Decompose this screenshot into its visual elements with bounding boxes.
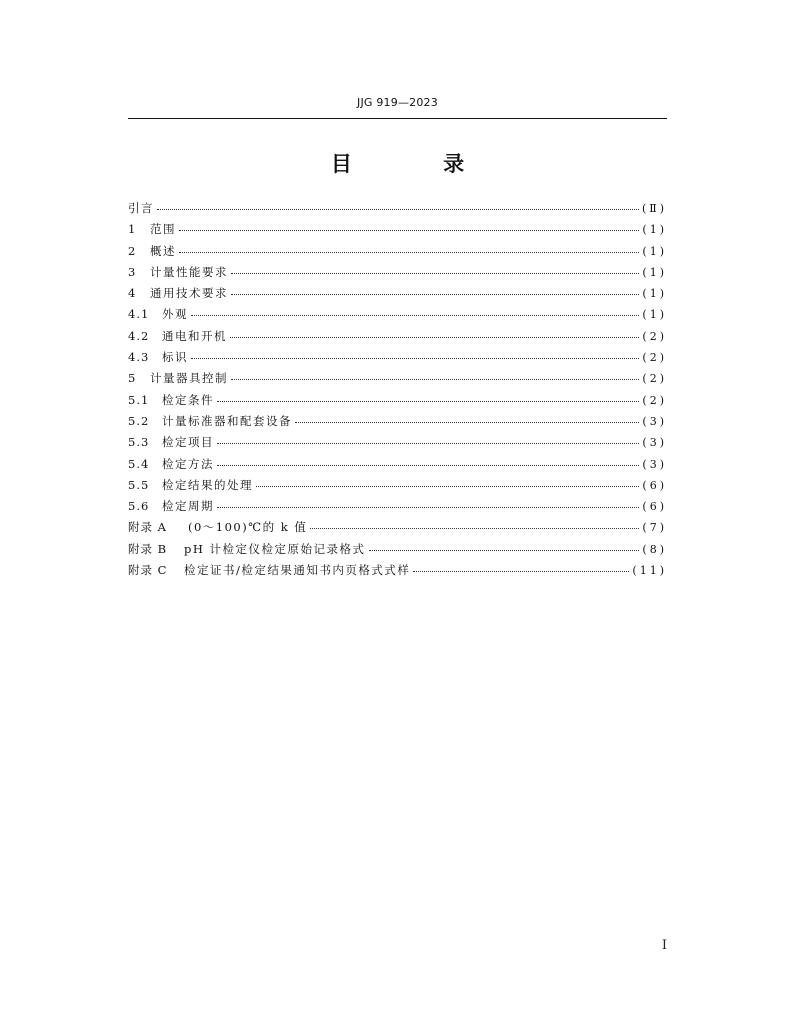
toc-entry-verification-period[interactable] xyxy=(128,498,667,519)
toc-entry-number: 5.4 xyxy=(128,456,150,471)
toc-entry-page: (6) xyxy=(642,500,667,514)
toc-entry-number: 3 xyxy=(128,264,137,279)
toc-entry-label: 计量性能要求 xyxy=(150,264,228,279)
toc-entry-page: (3) xyxy=(642,436,667,450)
toc-entry-overview[interactable] xyxy=(128,243,667,264)
toc-entry-page: (1) xyxy=(642,287,667,301)
toc-entry-number: 5.3 xyxy=(128,435,150,450)
toc-entry-number: 附录 A xyxy=(128,520,167,535)
toc-entry-number: 5 xyxy=(128,371,137,386)
dot-leader xyxy=(413,571,629,572)
toc-entry-label: 计量器具控制 xyxy=(150,371,228,386)
toc-entry-standards-and-equipment[interactable] xyxy=(128,413,667,434)
dot-leader xyxy=(217,443,639,444)
dot-leader xyxy=(369,550,640,551)
toc-entry-label: 通用技术要求 xyxy=(150,286,228,301)
dot-leader xyxy=(295,422,639,423)
toc-entry-page: (3) xyxy=(642,414,667,428)
toc-entry-page: (8) xyxy=(642,542,667,556)
toc-entry-label: 检定条件 xyxy=(162,392,214,407)
dot-leader xyxy=(231,294,639,295)
toc-entry-verification-items[interactable] xyxy=(128,434,667,455)
toc-entry-label: 通电和开机 xyxy=(162,328,227,343)
dot-leader xyxy=(217,507,639,508)
dot-leader xyxy=(179,230,639,231)
dot-leader xyxy=(231,273,639,274)
toc-entry-label: (0～100)℃的 k 值 xyxy=(188,520,308,535)
dot-leader xyxy=(231,379,639,380)
toc-entry-label: 标识 xyxy=(162,350,188,365)
toc-entry-number: 4 xyxy=(128,286,137,301)
toc-entry-label: 引言 xyxy=(128,201,154,215)
toc-entry-label: 计量标准器和配套设备 xyxy=(162,413,292,428)
toc-entry-page: (Ⅱ) xyxy=(641,202,667,215)
toc-entry-label: pH 计检定仪检定原始记录格式 xyxy=(184,541,366,556)
toc-entry-page: (2) xyxy=(642,329,667,343)
toc-entry-verification-conditions[interactable] xyxy=(128,392,667,413)
dot-leader xyxy=(310,528,639,529)
dot-leader xyxy=(230,337,639,338)
toc-entry-scope[interactable] xyxy=(128,221,667,242)
dot-leader xyxy=(217,401,639,402)
toc-entry-marking[interactable] xyxy=(128,349,667,370)
toc-entry-page: (11) xyxy=(632,564,667,578)
dot-leader xyxy=(217,465,639,466)
toc-entry-appendix-c[interactable] xyxy=(128,562,667,583)
toc-entry-page: (6) xyxy=(642,478,667,492)
toc-entry-number: 2 xyxy=(128,243,137,258)
toc-entry-number: 4.3 xyxy=(128,350,150,365)
toc-entry-page: (1) xyxy=(642,223,667,237)
toc-entry-label: 范围 xyxy=(150,222,176,237)
page-number: I xyxy=(661,938,667,953)
toc-entry-appearance[interactable] xyxy=(128,306,667,327)
toc-entry-page: (1) xyxy=(642,265,667,279)
page-title: 目 录 xyxy=(330,152,507,176)
toc-entry-number: 5.5 xyxy=(128,477,150,492)
toc-entry-number: 附录 B xyxy=(128,541,168,556)
dot-leader xyxy=(157,209,639,210)
toc-entry-page: (1) xyxy=(642,308,667,322)
toc-entry-appendix-b[interactable] xyxy=(128,541,667,562)
toc-entry-metrological-requirements[interactable] xyxy=(128,264,667,285)
dot-leader xyxy=(179,252,639,253)
toc-entry-foreword[interactable] xyxy=(128,200,667,221)
toc-entry-number: 1 xyxy=(128,222,137,237)
toc-entry-number: 5.1 xyxy=(128,392,150,407)
toc-entry-label: 检定结果的处理 xyxy=(162,477,253,492)
dot-leader xyxy=(256,486,639,487)
toc-entry-label: 检定证书/检定结果通知书内页格式式样 xyxy=(184,563,411,578)
toc-entry-page: (2) xyxy=(642,393,667,407)
toc-entry-label: 概述 xyxy=(150,243,176,258)
toc-entry-number: 4.2 xyxy=(128,328,150,343)
toc-entry-page: (2) xyxy=(642,351,667,365)
toc-entry-instrument-control[interactable] xyxy=(128,370,667,391)
toc-entry-page: (1) xyxy=(642,244,667,258)
toc-entry-number: 附录 C xyxy=(128,563,168,578)
toc-entry-label: 检定周期 xyxy=(162,499,214,514)
toc-entry-number: 4.1 xyxy=(128,307,150,322)
toc-entry-general-technical-requirements[interactable] xyxy=(128,285,667,306)
toc-entry-page: (7) xyxy=(642,521,667,535)
toc-entry-power-on[interactable] xyxy=(128,328,667,349)
document-code-header: JJG 919—2023 xyxy=(357,96,438,109)
dot-leader xyxy=(191,315,639,316)
toc-entry-result-handling[interactable] xyxy=(128,477,667,498)
toc-entry-label: 检定方法 xyxy=(162,456,214,471)
toc-entry-number: 5.2 xyxy=(128,413,150,428)
toc-entry-verification-methods[interactable] xyxy=(128,456,667,477)
header-rule xyxy=(128,118,667,119)
toc-entry-page: (3) xyxy=(642,457,667,471)
toc-entry-label: 外观 xyxy=(162,307,188,322)
toc-entry-label: 检定项目 xyxy=(162,435,214,450)
toc-entry-page: (2) xyxy=(642,372,667,386)
toc-entry-number: 5.6 xyxy=(128,499,150,514)
toc-entry-appendix-a[interactable] xyxy=(128,519,667,540)
table-of-contents xyxy=(128,200,667,583)
dot-leader xyxy=(191,358,639,359)
